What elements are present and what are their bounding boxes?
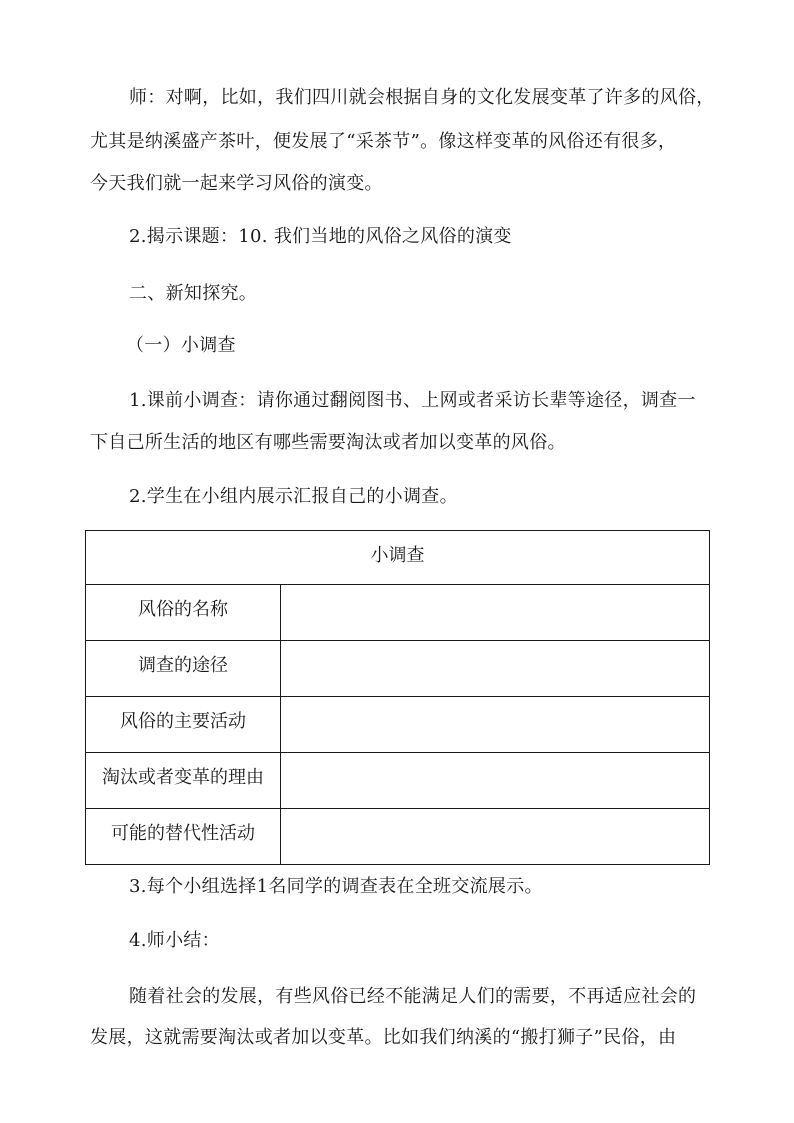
row-label: 调查的途径 xyxy=(86,641,281,697)
paragraph-line: 1.课前小调查：请你通过翻阅图书、上网或者采访长辈等途径，调查一 xyxy=(129,390,696,411)
row-value xyxy=(281,585,710,641)
table-row xyxy=(86,641,710,697)
table-row xyxy=(86,809,710,865)
table-title: 小调查 xyxy=(86,531,710,585)
paragraph-line: 今天我们就一起来学习风俗的演变。 xyxy=(90,173,383,194)
row-value xyxy=(281,641,710,697)
row-value xyxy=(281,697,710,753)
table-header-row xyxy=(86,531,710,585)
topic-heading: 2.揭示课题：10. 我们当地的风俗之风俗的演变 xyxy=(129,226,512,247)
row-value xyxy=(281,809,710,865)
table-row xyxy=(86,753,710,809)
row-label: 可能的替代性活动 xyxy=(86,809,281,865)
paragraph-line: 2.学生在小组内展示汇报自己的小调查。 xyxy=(129,486,458,507)
paragraph-line: 下自己所生活的地区有哪些需要淘汰或者加以变革的风俗。 xyxy=(90,432,566,453)
paragraph-line: 4.师小结： xyxy=(129,930,220,951)
survey-table xyxy=(85,530,710,865)
table-row xyxy=(86,585,710,641)
paragraph-line: 发展，这就需要淘汰或者加以变革。比如我们纳溪的“搬打狮子”民俗，由 xyxy=(90,1027,677,1048)
paragraph-line: 尤其是纳溪盛产茶叶，便发展了“采茶节”。像这样变革的风俗还有很多， xyxy=(90,131,677,152)
paragraph-line: 随着社会的发展，有些风俗已经不能满足人们的需要，不再适应社会的 xyxy=(129,986,697,1007)
row-value xyxy=(281,753,710,809)
row-label: 淘汰或者变革的理由 xyxy=(86,753,281,809)
subsection-heading: （一）小调查 xyxy=(126,335,236,356)
row-label: 风俗的主要活动 xyxy=(86,697,281,753)
table-row xyxy=(86,697,710,753)
row-label: 风俗的名称 xyxy=(86,585,281,641)
paragraph-line: 师：对啊，比如，我们四川就会根据自身的文化发展变革了许多的风俗， xyxy=(129,87,715,108)
paragraph-line: 3.每个小组选择1名同学的调查表在全班交流展示。 xyxy=(129,876,543,897)
section-heading: 二、新知探究。 xyxy=(129,283,258,304)
